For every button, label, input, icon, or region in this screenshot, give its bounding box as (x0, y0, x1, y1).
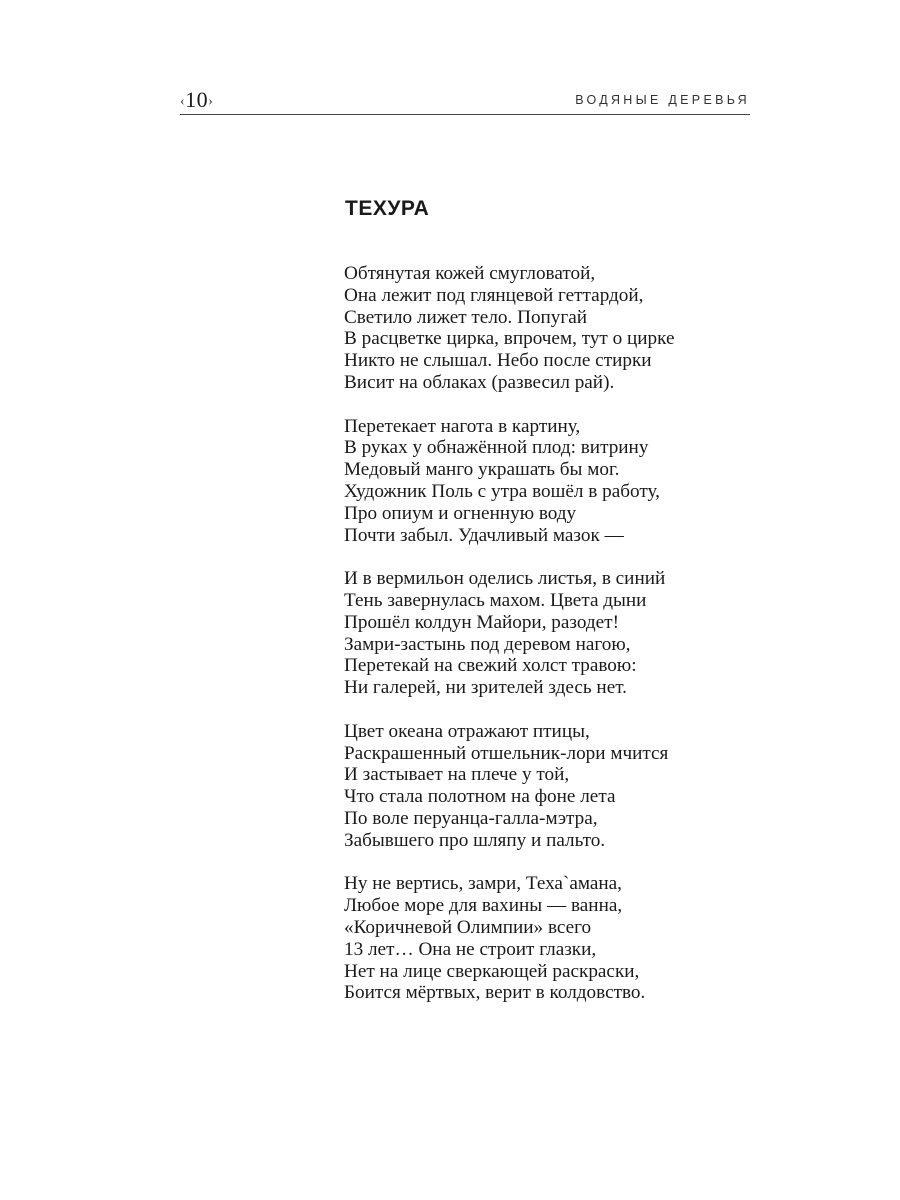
poem-line: Что стала полотном на фоне лета (344, 786, 616, 808)
poem-line: Перетекает нагота в картину, (344, 415, 581, 437)
poem-line: В расцветке цирка, впрочем, тут о цирке (344, 328, 675, 350)
poem-line: Она лежит под глянцевой геттардой, (344, 284, 644, 306)
poem-body (344, 263, 764, 1026)
stanza (344, 721, 764, 852)
poem-line: 13 лет… Она не строит глазки, (344, 938, 597, 960)
stanza (344, 263, 764, 394)
poem-line: Медовый манго украшать бы мог. (344, 459, 620, 481)
poem-line: Светило лижет тело. Попугай (344, 306, 588, 328)
poem-line: Цвет океана отражают птицы, (344, 720, 590, 742)
poem-line: Почти забыл. Удачливый мазок — (344, 524, 624, 546)
poem-line: Висит на облаках (развесил рай). (344, 371, 615, 393)
stanza (344, 873, 764, 1004)
poem-line: Боится мёртвых, верит в колдовство. (344, 982, 646, 1004)
poem-line: В руках у обнажённой плод: витрину (344, 437, 649, 459)
poem-line: И в вермильон оделись листья, в синий (344, 568, 666, 590)
page-number-value: 10 (185, 87, 209, 112)
page-number-bracket-left: ‹ (180, 94, 186, 109)
poem-line: Замри-застынь под деревом нагою, (344, 633, 631, 655)
poem-line: Ни галерей, ни зрителей здесь нет. (344, 677, 627, 699)
stanza (344, 568, 764, 699)
page-number-bracket-right: › (208, 94, 214, 109)
poem-line: Про опиум и огненную воду (344, 502, 577, 524)
page-number (180, 86, 213, 116)
running-head (180, 86, 750, 114)
poem-line: Прошёл колдун Майори, разодет! (344, 611, 619, 633)
poem-line: Никто не слышал. Небо после стирки (344, 350, 652, 372)
poem-title: ТЕХУРА (345, 197, 430, 220)
poem-line: Обтянутая кожей смугловатой, (344, 263, 596, 284)
poem-line: По воле перуанца-галла-мэтра, (344, 807, 598, 829)
poem-line: Любое море для вахины — ванна, (344, 895, 623, 917)
poem-line: И застывает на плече у той, (344, 764, 570, 786)
running-title: ВОДЯНЫЕ ДЕРЕВЬЯ (575, 93, 750, 107)
poem-line: Раскрашенный отшельник-лори мчится (344, 742, 669, 764)
poem-line: Забывшего про шляпу и пальто. (344, 829, 606, 851)
poem-line: Перетекай на свежий холст травою: (344, 655, 637, 677)
stanza (344, 416, 764, 547)
header-rule (180, 114, 750, 115)
poem-line: Тень завернулась махом. Цвета дыни (344, 589, 647, 611)
poem-line: «Коричневой Олимпии» всего (344, 916, 592, 938)
poem-line: Нет на лице сверкающей раскраски, (344, 960, 640, 982)
poem-line: Ну не вертись, замри, Теха`амана, (344, 873, 622, 895)
poem-line: Художник Поль с утра вошёл в работу, (344, 480, 660, 502)
